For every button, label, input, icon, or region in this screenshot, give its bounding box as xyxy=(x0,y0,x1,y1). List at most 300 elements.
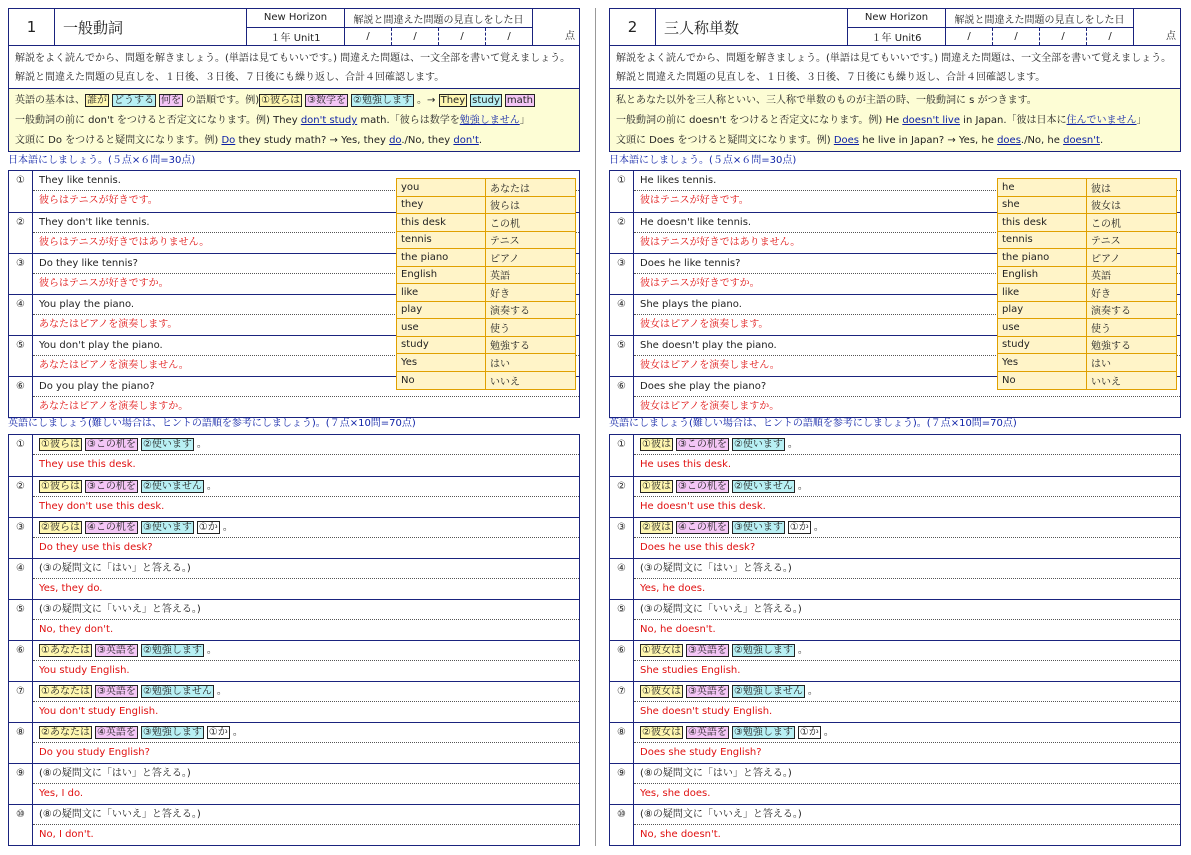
vocab-japanese: はい xyxy=(1091,358,1111,370)
problem-hint xyxy=(634,723,1180,743)
vocab-row xyxy=(998,197,1176,215)
review-date-3[interactable]: / xyxy=(439,28,486,45)
vocab-english: the piano xyxy=(397,249,486,266)
problem-answer[interactable]: 彼はテニスが好きですか。 xyxy=(640,278,760,289)
problem-row xyxy=(610,476,1180,517)
problem-row xyxy=(9,435,579,476)
hint-end: 。 xyxy=(813,522,824,533)
problem-answer[interactable]: You don't study English. xyxy=(39,706,159,717)
vocab-row xyxy=(397,302,575,320)
vocabulary-table xyxy=(396,178,576,390)
lesson-number: 2 xyxy=(610,9,656,45)
vocab-english: like xyxy=(998,284,1087,301)
hint-chip: ①彼女は xyxy=(642,645,681,656)
problem-number: ④ xyxy=(610,559,634,599)
page-divider xyxy=(595,8,596,846)
vocab-english: like xyxy=(397,284,486,301)
expl-text: 文頭に Does をつけると疑問文になります。例) xyxy=(616,135,834,146)
hint-chip: ③勉強します xyxy=(142,727,202,738)
problem-number: ④ xyxy=(9,295,33,335)
problem-hint xyxy=(33,477,579,497)
problem-hint xyxy=(33,435,579,455)
hint-end: 。 xyxy=(216,686,227,697)
expl-highlight: does xyxy=(997,135,1021,146)
problem-question: You don't play the piano. xyxy=(33,336,579,356)
vocab-english: use xyxy=(397,319,486,336)
problem-number: ⑩ xyxy=(9,805,33,845)
problem-answer[interactable]: 彼らはテニスが好きです。 xyxy=(39,195,158,206)
vocab-english: this desk xyxy=(998,214,1087,231)
review-date-3[interactable]: / xyxy=(1040,28,1087,45)
hint-chip: ①か xyxy=(208,727,228,738)
problem-number: ⑤ xyxy=(610,336,634,376)
problem-row xyxy=(9,517,579,558)
problem-number: ⑧ xyxy=(610,723,634,763)
problem-question: Do they like tennis? xyxy=(33,254,579,274)
problem-hint xyxy=(634,477,1180,497)
problem-hint: (⑧の疑問文に「はい」と答える。) xyxy=(33,764,579,784)
vocab-japanese: 英語 xyxy=(490,271,510,283)
vocab-japanese: 彼女は xyxy=(1091,201,1121,213)
vocab-english: English xyxy=(998,267,1087,284)
problem-row xyxy=(9,763,579,804)
vocab-english: No xyxy=(998,372,1087,390)
hint-chip: ②あなたは xyxy=(41,727,90,738)
hint-chip: ③英語を xyxy=(96,686,136,697)
vocab-row xyxy=(998,354,1176,372)
hint-end: 。 xyxy=(797,481,808,492)
hint-chip: ②使います xyxy=(142,439,192,450)
problem-number: ⑤ xyxy=(9,336,33,376)
hint-end: 。 xyxy=(787,439,798,450)
review-date-1[interactable]: / xyxy=(946,28,993,45)
problem-row xyxy=(9,476,579,517)
hint-chip: ③この机を xyxy=(677,439,727,450)
problem-hint: (⑧の疑問文に「いいえ」と答える。) xyxy=(634,805,1180,825)
problem-answer[interactable]: They use this desk. xyxy=(39,459,136,470)
review-date-1[interactable]: / xyxy=(345,28,392,45)
word-chip: math xyxy=(506,95,533,106)
worksheet-2 xyxy=(609,8,1181,846)
explanation-box xyxy=(8,89,580,152)
problem-question: You play the piano. xyxy=(33,295,579,315)
problem-number: ⑦ xyxy=(610,682,634,722)
problem-answer[interactable]: 彼らはテニスが好きではありません。 xyxy=(39,237,210,248)
textbook-name: New Horizon xyxy=(247,9,344,28)
vocab-english: study xyxy=(998,337,1087,354)
score-box[interactable]: 点 xyxy=(565,31,575,42)
expl-highlight: don't study xyxy=(300,115,358,126)
review-date-4[interactable]: / xyxy=(507,31,511,42)
expl-text: 。→ xyxy=(417,95,436,106)
expl-text: 一般動詞の前に don't をつけると否定文になります。例) They xyxy=(15,115,301,126)
hint-chip: ②彼女は xyxy=(642,727,681,738)
hint-chip: ②使いません xyxy=(733,481,793,492)
section-1-title: 日本語にしましょう。(５点×６問=30点) xyxy=(609,155,797,166)
hint-chip: ②勉強しません xyxy=(142,686,212,697)
vocab-japanese: 彼は xyxy=(1091,183,1111,195)
vocab-row xyxy=(998,319,1176,337)
problem-hint xyxy=(33,723,579,743)
review-title: 解説と間違えた問題の見直しをした日 xyxy=(345,9,532,28)
problem-row xyxy=(610,640,1180,681)
hint-chip: ③この机を xyxy=(86,439,136,450)
problem-number: ① xyxy=(9,171,33,212)
vocab-row xyxy=(998,249,1176,267)
instruction-line: 解説と間違えた問題の見直しを、１日後、３日後、７日後にも繰り返し、合計４回確認します。 xyxy=(15,72,445,83)
hint-chip: ②使いません xyxy=(142,481,202,492)
problem-answer[interactable]: Does he use this desk? xyxy=(640,542,756,553)
problem-row xyxy=(9,640,579,681)
hint-chip: ①か xyxy=(198,522,218,533)
hint-chip: ②勉強しません xyxy=(733,686,803,697)
instruction-line: 解説をよく読んでから、問題を解きましょう。(単語は見てもいいです。) 間違えた問題は、一文全部を書いて覚えましょう。 xyxy=(15,53,571,64)
problem-number: ⑥ xyxy=(610,377,634,417)
vocab-japanese: 演奏する xyxy=(490,306,530,318)
section-2-title: 英語にしましょう(難しい場合は、ヒントの語順を参考にしましょう)。(７点×10問=70点) xyxy=(609,418,1017,429)
expl-text: ./No, he xyxy=(1020,135,1064,146)
expl-text: 私とあなた以外を三人称といい、三人称で単数のものが主語の時、一般動詞に s がつきます。 xyxy=(616,95,1037,106)
problem-number: ⑨ xyxy=(610,764,634,804)
problem-row xyxy=(610,722,1180,763)
hint-chip: ①彼は xyxy=(642,439,671,450)
problem-number: ④ xyxy=(9,559,33,599)
problem-number: ① xyxy=(610,435,634,476)
problem-row xyxy=(9,681,579,722)
vocab-row xyxy=(397,372,575,390)
problem-answer[interactable]: Yes, he does. xyxy=(640,583,706,594)
vocab-row xyxy=(998,267,1176,285)
problem-answer[interactable]: 彼はテニスが好きです。 xyxy=(640,195,749,206)
review-date-2[interactable]: / xyxy=(993,28,1040,45)
vocabulary-table xyxy=(997,178,1177,390)
problem-number: ① xyxy=(9,435,33,476)
problem-answer[interactable]: Does she study English? xyxy=(640,747,762,758)
problem-row xyxy=(9,558,579,599)
vocab-row xyxy=(998,284,1176,302)
hint-chip: ③使います xyxy=(142,522,192,533)
hint-chip: ④英語を xyxy=(96,727,136,738)
hint-chip: ③この机を xyxy=(677,481,727,492)
vocab-japanese: 勉強する xyxy=(1091,341,1131,353)
word-chip: study xyxy=(472,95,500,106)
vocab-row xyxy=(397,249,575,267)
hint-chip: ①彼は xyxy=(642,481,671,492)
instruction-line: 解説をよく読んでから、問題を解きましょう。(単語は見てもいいです。) 間違えた問題は、一文全部を書いて覚えましょう。 xyxy=(616,53,1172,64)
lesson-title: 三人称単数 xyxy=(656,9,848,45)
problem-number: ⑧ xyxy=(9,723,33,763)
problem-answer[interactable]: No, they don't. xyxy=(39,624,114,635)
problem-hint xyxy=(634,435,1180,455)
vocab-row xyxy=(397,197,575,215)
problem-number: ② xyxy=(9,213,33,253)
problem-answer[interactable]: She studies English. xyxy=(640,665,741,676)
problem-number: ② xyxy=(610,213,634,253)
problem-number: ② xyxy=(9,477,33,517)
problem-answer[interactable]: 彼女はピアノを演奏しますか。 xyxy=(640,401,780,412)
problem-hint xyxy=(33,641,579,661)
vocab-row xyxy=(998,214,1176,232)
problem-row xyxy=(610,763,1180,804)
instructions xyxy=(8,46,580,89)
hint-end: 。 xyxy=(206,645,217,656)
textbook-unit: １年 Unit6 xyxy=(871,32,922,44)
hint-chip: ③英語を xyxy=(96,645,136,656)
review-dates xyxy=(946,9,1134,45)
hint-chip: ②彼らは xyxy=(41,522,80,533)
vocab-japanese: ピアノ xyxy=(490,253,520,265)
expl-highlight: doesn't live xyxy=(902,115,960,126)
hint-chip: ①か xyxy=(789,522,809,533)
problem-row xyxy=(610,558,1180,599)
problem-answer[interactable]: No, he doesn't. xyxy=(640,624,716,635)
hint-end: 。 xyxy=(206,481,217,492)
problem-answer[interactable]: 彼はテニスが好きではありません。 xyxy=(640,237,801,248)
problem-question: They like tennis. xyxy=(33,171,579,191)
problem-number: ⑥ xyxy=(9,377,33,417)
vocab-japanese: テニス xyxy=(490,236,520,248)
problem-number: ⑦ xyxy=(9,682,33,722)
vocab-row xyxy=(397,319,575,337)
review-dates xyxy=(345,9,533,45)
vocab-japanese: 勉強する xyxy=(490,341,530,353)
vocab-japanese: 使う xyxy=(490,323,510,335)
review-date-4[interactable]: / xyxy=(1108,31,1112,42)
hint-end: 。 xyxy=(222,522,233,533)
problem-number: ⑥ xyxy=(610,641,634,681)
problem-question: They don't like tennis. xyxy=(33,213,579,233)
vocab-japanese: いいえ xyxy=(1091,376,1121,388)
instruction-line: 解説と間違えた問題の見直しを、１日後、３日後、７日後にも繰り返し、合計４回確認します。 xyxy=(616,72,1046,83)
vocab-japanese: この机 xyxy=(1091,218,1121,230)
problem-hint xyxy=(33,682,579,702)
problem-number: ⑩ xyxy=(610,805,634,845)
hint-chip: ④この机を xyxy=(86,522,136,533)
hint-chip: ④この机を xyxy=(677,522,727,533)
vocab-row xyxy=(397,232,575,250)
problem-hint: (③の疑問文に「いいえ」と答える。) xyxy=(634,600,1180,620)
problem-answer[interactable]: Yes, I do. xyxy=(39,788,84,799)
hint-end: 。 xyxy=(797,645,808,656)
expl-text: in Japan.「彼は日本に xyxy=(959,115,1067,126)
problem-hint xyxy=(634,518,1180,538)
hint-chip: ③英語を xyxy=(687,686,727,697)
hint-chip: ①彼女は xyxy=(642,686,681,697)
expl-highlight: do xyxy=(389,135,402,146)
problem-answer[interactable]: あなたはピアノを演奏しません。 xyxy=(39,360,189,371)
expl-highlight: doesn't xyxy=(1063,135,1100,146)
problem-answer[interactable]: Do you study English? xyxy=(39,747,150,758)
problem-row xyxy=(9,599,579,640)
hint-chip: ②勉強します xyxy=(353,95,413,106)
vocab-english: she xyxy=(998,197,1087,214)
problem-row xyxy=(610,517,1180,558)
expl-text: . xyxy=(1099,135,1104,146)
problem-number: ② xyxy=(610,477,634,517)
hint-chip: ②勉強します xyxy=(142,645,202,656)
problem-number: ⑨ xyxy=(9,764,33,804)
vocab-japanese: 好き xyxy=(1091,288,1111,300)
problem-row xyxy=(610,681,1180,722)
expl-text: 一般動詞の前に doesn't をつけると否定文になります。例) He xyxy=(616,115,903,126)
hint-chip: ①あなたは xyxy=(41,686,90,697)
problem-answer[interactable]: They don't use this desk. xyxy=(39,501,165,512)
problem-question: He likes tennis. xyxy=(634,171,1180,191)
vocab-english: study xyxy=(397,337,486,354)
hint-chip: ③使います xyxy=(733,522,783,533)
problem-answer[interactable]: 彼女はピアノを演奏しません。 xyxy=(640,360,780,371)
expl-highlight: 住んでいません xyxy=(1066,115,1137,126)
hint-chip: ①あなたは xyxy=(41,645,90,656)
vocab-english: you xyxy=(397,179,486,196)
vocab-row xyxy=(397,267,575,285)
problem-answer[interactable]: Yes, she does. xyxy=(640,788,711,799)
problem-question: She doesn't play the piano. xyxy=(634,336,1180,356)
vocab-row xyxy=(998,232,1176,250)
lesson-number: 1 xyxy=(9,9,55,45)
hint-end: 。 xyxy=(196,439,207,450)
review-date-2[interactable]: / xyxy=(392,28,439,45)
expl-text: they study math? → Yes, they xyxy=(235,135,390,146)
problem-answer[interactable]: You study English. xyxy=(39,665,130,676)
problem-number: ⑥ xyxy=(9,641,33,681)
problem-answer[interactable]: No, I don't. xyxy=(39,829,94,840)
problem-answer[interactable]: No, she doesn't. xyxy=(640,829,721,840)
worksheet-1 xyxy=(8,8,580,846)
who-chip: 誰が xyxy=(87,95,107,106)
problem-answer[interactable]: Do they use this desk? xyxy=(39,542,153,553)
problem-question: He doesn't like tennis. xyxy=(634,213,1180,233)
problem-row xyxy=(9,804,579,845)
vocab-row xyxy=(397,214,575,232)
problem-answer[interactable]: Yes, they do. xyxy=(39,583,103,594)
explanation-box xyxy=(609,89,1181,152)
vocab-japanese: 彼らは xyxy=(490,201,520,213)
expl-text: ./No, they xyxy=(401,135,454,146)
expl-highlight: don't xyxy=(453,135,479,146)
vocab-row xyxy=(998,337,1176,355)
vocab-english: this desk xyxy=(397,214,486,231)
problem-number: ③ xyxy=(610,518,634,558)
word-chip: They xyxy=(440,95,466,106)
review-title: 解説と間違えた問題の見直しをした日 xyxy=(946,9,1133,28)
worksheet-header xyxy=(609,8,1181,46)
hint-chip: ③数学を xyxy=(307,95,347,106)
expl-text: 」 xyxy=(519,115,530,126)
expl-highlight: Do xyxy=(221,135,236,146)
problem-number: ① xyxy=(610,171,634,212)
vocab-japanese: 使う xyxy=(1091,323,1111,335)
score-box[interactable]: 点 xyxy=(1166,31,1176,42)
expl-text: 英語の基本は、 xyxy=(15,95,85,106)
vocab-english: No xyxy=(397,372,486,390)
problem-row xyxy=(610,804,1180,845)
problem-answer[interactable]: 彼らはテニスが好きですか。 xyxy=(39,278,169,289)
expl-highlight: Does xyxy=(833,135,860,146)
vocab-row xyxy=(397,354,575,372)
problem-number: ③ xyxy=(9,254,33,294)
hint-chip: ③勉強します xyxy=(733,727,793,738)
vocab-japanese: この机 xyxy=(490,218,520,230)
problem-answer[interactable]: He uses this desk. xyxy=(640,459,732,470)
expl-text: の語順です。例) xyxy=(186,95,260,106)
expl-text: he live in Japan? → Yes, he xyxy=(859,135,998,146)
problem-question: She plays the piano. xyxy=(634,295,1180,315)
hint-end: 。 xyxy=(807,686,818,697)
hint-chip: ②使います xyxy=(733,439,783,450)
problem-answer[interactable]: あなたはピアノを演奏しますか。 xyxy=(39,401,189,412)
expl-highlight: 勉強しません xyxy=(459,115,520,126)
vocab-english: use xyxy=(998,319,1087,336)
hint-end: 。 xyxy=(232,727,243,738)
translate-to-english-grid xyxy=(609,434,1181,846)
vocab-row xyxy=(998,302,1176,320)
vocab-english: play xyxy=(397,302,486,319)
textbook-unit: １年 Unit1 xyxy=(270,32,321,44)
problem-number: ④ xyxy=(610,295,634,335)
instructions xyxy=(609,46,1181,89)
hint-chip: ③英語を xyxy=(687,645,727,656)
vocab-japanese: はい xyxy=(490,358,510,370)
problem-answer[interactable]: あなたはピアノを演奏します。 xyxy=(39,319,178,330)
problem-number: ⑤ xyxy=(610,600,634,640)
vocab-english: he xyxy=(998,179,1087,196)
vocab-english: tennis xyxy=(397,232,486,249)
expl-text: . xyxy=(478,135,483,146)
textbook-box xyxy=(848,9,946,45)
problem-answer[interactable]: 彼女はピアノを演奏します。 xyxy=(640,319,769,330)
hint-chip: ①彼らは xyxy=(261,95,301,106)
problem-question: Does she play the piano? xyxy=(634,377,1180,397)
vocab-japanese: 演奏する xyxy=(1091,306,1131,318)
problem-hint: (③の疑問文に「はい」と答える。) xyxy=(634,559,1180,579)
vocab-japanese: ピアノ xyxy=(1091,253,1121,265)
hint-chip: ③この机を xyxy=(86,481,136,492)
vocab-row xyxy=(998,179,1176,197)
problem-hint: (③の疑問文に「いいえ」と答える。) xyxy=(33,600,579,620)
problem-hint: (⑧の疑問文に「いいえ」と答える。) xyxy=(33,805,579,825)
vocab-english: English xyxy=(397,267,486,284)
problem-question: Does he like tennis? xyxy=(634,254,1180,274)
hint-chip: ①か xyxy=(799,727,819,738)
vocab-japanese: いいえ xyxy=(490,376,520,388)
vocab-english: Yes xyxy=(998,354,1087,371)
problem-hint: (③の疑問文に「はい」と答える。) xyxy=(33,559,579,579)
hint-chip: ②勉強します xyxy=(733,645,793,656)
problem-hint xyxy=(634,682,1180,702)
problem-number: ③ xyxy=(9,518,33,558)
do-chip: どうする xyxy=(114,95,154,106)
hint-chip: ①彼らは xyxy=(41,439,80,450)
problem-answer[interactable]: He doesn't use this desk. xyxy=(640,501,766,512)
problem-question: Do you play the piano? xyxy=(33,377,579,397)
problem-answer[interactable]: She doesn't study English. xyxy=(640,706,773,717)
vocab-row xyxy=(998,372,1176,390)
what-chip: 何を xyxy=(161,95,181,106)
section-2-title: 英語にしましょう(難しい場合は、ヒントの語順を参考にしましょう)。(７点×10問=70点) xyxy=(8,418,416,429)
hint-chip: ①彼らは xyxy=(41,481,80,492)
vocab-english: tennis xyxy=(998,232,1087,249)
textbook-name: New Horizon xyxy=(848,9,945,28)
problem-row xyxy=(610,435,1180,476)
vocab-japanese: 英語 xyxy=(1091,271,1111,283)
hint-chip: ④英語を xyxy=(687,727,727,738)
vocab-english: Yes xyxy=(397,354,486,371)
vocab-english: the piano xyxy=(998,249,1087,266)
vocab-row xyxy=(397,284,575,302)
problem-hint: (⑧の疑問文に「はい」と答える。) xyxy=(634,764,1180,784)
section-1-title: 日本語にしましょう。(５点×６問=30点) xyxy=(8,155,196,166)
